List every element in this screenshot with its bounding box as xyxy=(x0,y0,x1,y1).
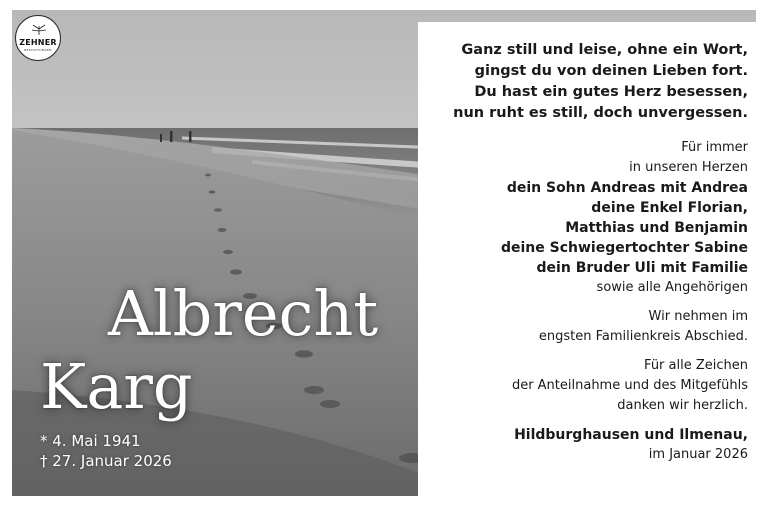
farewell xyxy=(388,307,748,347)
thanks-line: der Anteilnahme und des Mitgefühls xyxy=(511,378,748,393)
farewell-line: Wir nehmen im xyxy=(648,309,748,324)
date: im Januar 2026 xyxy=(648,447,748,462)
mourners xyxy=(388,138,748,298)
mourner-name: dein Sohn Andreas mit Andrea xyxy=(506,180,748,196)
place-date xyxy=(388,425,748,465)
death-date: † 27. Januar 2026 xyxy=(40,452,172,470)
mourner-name: Matthias und Benjamin xyxy=(565,220,748,236)
poem-line: gingst du von deinen Lieben fort. xyxy=(474,63,748,79)
mourner-name: dein Bruder Uli mit Familie xyxy=(536,260,748,276)
mourners-intro: in unseren Herzen xyxy=(629,160,748,175)
mourner-name: deine Schwiegertochter Sabine xyxy=(500,240,748,256)
poem xyxy=(388,40,748,124)
first-name: Albrecht xyxy=(108,277,379,350)
poem-line: Du hast ein gutes Herz besessen, xyxy=(474,84,748,100)
mourner-name: deine Enkel Florian, xyxy=(591,200,748,216)
farewell-line: engsten Familienkreis Abschied. xyxy=(538,329,748,344)
life-dates xyxy=(40,431,172,471)
last-name: Karg xyxy=(40,350,193,423)
logo-subtitle: BESTATTUNGEN xyxy=(24,48,52,52)
poem-line: nun ruht es still, doch unvergessen. xyxy=(453,105,748,121)
place: Hildburghausen und Ilmenau, xyxy=(514,427,748,443)
thanks xyxy=(388,356,748,416)
mourners-intro: Für immer xyxy=(681,140,748,155)
text-column xyxy=(388,40,748,465)
zehner-logo xyxy=(15,15,61,61)
birth-date: * 4. Mai 1941 xyxy=(40,432,141,450)
logo-name: ZEHNER xyxy=(19,38,57,47)
thanks-line: danken wir herzlich. xyxy=(617,398,748,413)
poem-line: Ganz still und leise, ohne ein Wort, xyxy=(461,42,748,58)
mourners-outro: sowie alle Angehörigen xyxy=(596,280,748,295)
thanks-line: Für alle Zeichen xyxy=(644,358,748,373)
